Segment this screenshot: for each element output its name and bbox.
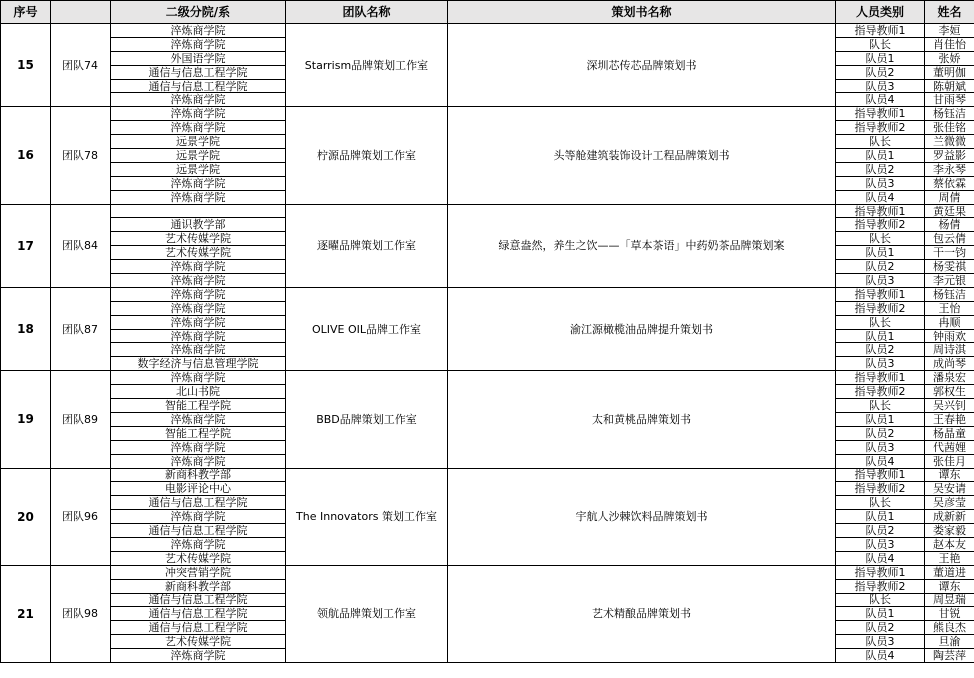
role-cell[interactable]: 指导教师1 <box>836 468 925 482</box>
member-name-cell[interactable]: 肖佳怡 <box>925 37 974 51</box>
member-name-cell[interactable]: 冉顺 <box>925 315 974 329</box>
college-cell[interactable]: 电影评论中心 <box>111 482 286 496</box>
group-seq-cell[interactable]: 21 <box>1 565 51 662</box>
role-cell[interactable]: 队员1 <box>836 607 925 621</box>
role-cell[interactable]: 队长 <box>836 399 925 413</box>
role-cell[interactable]: 队员2 <box>836 621 925 635</box>
member-name-cell[interactable]: 郭权生 <box>925 385 974 399</box>
member-name-cell[interactable]: 杨晶童 <box>925 426 974 440</box>
table-row <box>1 204 974 218</box>
member-name-cell[interactable]: 杨钰洁 <box>925 287 974 301</box>
college-cell[interactable]: 外国语学院 <box>111 51 286 65</box>
role-cell[interactable]: 队员4 <box>836 454 925 468</box>
header-row <box>1 1 974 24</box>
college-cell[interactable]: 通信与信息工程学院 <box>111 65 286 79</box>
role-cell[interactable]: 队员3 <box>836 635 925 649</box>
member-name-cell[interactable]: 甘雨琴 <box>925 93 974 107</box>
college-cell[interactable]: 淬炼商学院 <box>111 93 286 107</box>
college-cell[interactable]: 淬炼商学院 <box>111 454 286 468</box>
role-cell[interactable]: 队长 <box>836 315 925 329</box>
group-team-cell[interactable]: 团队89 <box>51 371 111 468</box>
header-seq[interactable]: 序号 <box>1 1 51 24</box>
role-cell[interactable]: 队员4 <box>836 551 925 565</box>
group-team-cell[interactable]: 团队78 <box>51 107 111 204</box>
table-row <box>1 287 974 301</box>
plan-name-cell[interactable]: 绿意盎然，养生之饮——「草本茶语」中药奶茶品牌策划案 <box>448 204 836 287</box>
college-cell[interactable]: 通信与信息工程学院 <box>111 79 286 93</box>
college-cell[interactable]: 淬炼商学院 <box>111 260 286 274</box>
college-cell[interactable]: 淬炼商学院 <box>111 371 286 385</box>
role-cell[interactable]: 队员1 <box>836 412 925 426</box>
member-name-cell[interactable]: 干一钧 <box>925 246 974 260</box>
team-name-cell[interactable]: The Innovators 策划工作室 <box>286 468 448 565</box>
table-row <box>1 468 974 482</box>
role-cell[interactable]: 队员3 <box>836 274 925 288</box>
college-cell[interactable]: 北山书院 <box>111 385 286 399</box>
member-name-cell[interactable]: 李元银 <box>925 274 974 288</box>
member-name-cell[interactable]: 罗益影 <box>925 149 974 163</box>
role-cell[interactable]: 队员1 <box>836 149 925 163</box>
member-name-cell[interactable]: 张佳月 <box>925 454 974 468</box>
college-cell[interactable]: 艺术传媒学院 <box>111 246 286 260</box>
role-cell[interactable]: 指导教师2 <box>836 579 925 593</box>
college-cell[interactable]: 淬炼商学院 <box>111 274 286 288</box>
role-cell[interactable]: 队员1 <box>836 246 925 260</box>
group-seq-cell[interactable]: 15 <box>1 24 51 107</box>
header-college[interactable]: 二级分院/系 <box>111 1 286 24</box>
member-name-cell[interactable]: 成新新 <box>925 510 974 524</box>
header-team-name[interactable]: 团队名称 <box>286 1 448 24</box>
header-role[interactable]: 人员类别 <box>836 1 925 24</box>
role-cell[interactable]: 队员2 <box>836 65 925 79</box>
member-name-cell[interactable]: 吴兴钊 <box>925 399 974 413</box>
college-cell[interactable]: 淬炼商学院 <box>111 287 286 301</box>
role-cell[interactable]: 队员4 <box>836 649 925 663</box>
plan-name-cell[interactable]: 深圳芯传芯品牌策划书 <box>448 24 836 107</box>
table-row <box>1 107 974 121</box>
college-cell[interactable]: 淬炼商学院 <box>111 649 286 663</box>
member-name-cell[interactable]: 周昱瑞 <box>925 593 974 607</box>
member-name-cell[interactable]: 甘锐 <box>925 607 974 621</box>
college-cell[interactable]: 淬炼商学院 <box>111 301 286 315</box>
member-name-cell[interactable]: 王艳 <box>925 551 974 565</box>
member-name-cell[interactable]: 熊良杰 <box>925 621 974 635</box>
role-cell[interactable]: 队长 <box>836 37 925 51</box>
team-name-cell[interactable]: 逐曜品牌策划工作室 <box>286 204 448 287</box>
role-cell[interactable]: 队员3 <box>836 537 925 551</box>
college-cell[interactable]: 淬炼商学院 <box>111 24 286 38</box>
role-cell[interactable]: 指导教师2 <box>836 121 925 135</box>
team-name-cell[interactable]: BBD品牌策划工作室 <box>286 371 448 468</box>
role-cell[interactable]: 队员2 <box>836 426 925 440</box>
member-name-cell[interactable]: 谭东 <box>925 468 974 482</box>
college-cell[interactable]: 淬炼商学院 <box>111 176 286 190</box>
role-cell[interactable]: 队长 <box>836 135 925 149</box>
role-cell[interactable]: 队员2 <box>836 260 925 274</box>
college-cell[interactable]: 通识教学部 <box>111 218 286 232</box>
college-cell[interactable]: 通信与信息工程学院 <box>111 607 286 621</box>
header-blank[interactable] <box>51 1 111 24</box>
college-cell[interactable]: 智能工程学院 <box>111 426 286 440</box>
team-name-cell[interactable]: OLIVE OIL品牌工作室 <box>286 287 448 370</box>
group-seq-cell[interactable]: 18 <box>1 287 51 370</box>
college-cell[interactable]: 通信与信息工程学院 <box>111 593 286 607</box>
role-cell[interactable]: 队员4 <box>836 190 925 204</box>
member-name-cell[interactable]: 蔡依霖 <box>925 176 974 190</box>
member-name-cell[interactable]: 潘泉宏 <box>925 371 974 385</box>
header-name[interactable]: 姓名 <box>925 1 974 24</box>
plan-name-cell[interactable]: 头等舱建筑装饰设计工程品牌策划书 <box>448 107 836 204</box>
group-team-cell[interactable]: 团队98 <box>51 565 111 662</box>
member-name-cell[interactable]: 兰微微 <box>925 135 974 149</box>
college-cell[interactable]: 艺术传媒学院 <box>111 551 286 565</box>
role-cell[interactable]: 队员3 <box>836 176 925 190</box>
college-cell[interactable]: 淬炼商学院 <box>111 190 286 204</box>
member-name-cell[interactable]: 张佳铭 <box>925 121 974 135</box>
member-name-cell[interactable]: 王春艳 <box>925 412 974 426</box>
member-name-cell[interactable]: 旦渝 <box>925 635 974 649</box>
role-cell[interactable]: 指导教师2 <box>836 301 925 315</box>
college-cell[interactable]: 淬炼商学院 <box>111 315 286 329</box>
college-cell[interactable]: 新商科教学部 <box>111 468 286 482</box>
role-cell[interactable]: 指导教师1 <box>836 107 925 121</box>
member-name-cell[interactable]: 成尚琴 <box>925 357 974 371</box>
member-name-cell[interactable]: 吴彦莹 <box>925 496 974 510</box>
group-team-cell[interactable]: 团队74 <box>51 24 111 107</box>
member-name-cell[interactable]: 娄家毅 <box>925 524 974 538</box>
role-cell[interactable]: 指导教师1 <box>836 287 925 301</box>
college-cell[interactable]: 数字经济与信息管理学院 <box>111 357 286 371</box>
role-cell[interactable]: 指导教师2 <box>836 482 925 496</box>
college-cell[interactable]: 淬炼商学院 <box>111 107 286 121</box>
role-cell[interactable]: 队员2 <box>836 524 925 538</box>
college-cell[interactable]: 通信与信息工程学院 <box>111 496 286 510</box>
group-seq-cell[interactable]: 16 <box>1 107 51 204</box>
college-cell[interactable]: 新商科教学部 <box>111 579 286 593</box>
member-name-cell[interactable]: 杨雯祺 <box>925 260 974 274</box>
member-name-cell[interactable]: 代茜娌 <box>925 440 974 454</box>
team-name-cell[interactable]: 领航品牌策划工作室 <box>286 565 448 662</box>
member-name-cell[interactable]: 陶芸萍 <box>925 649 974 663</box>
plan-name-cell[interactable]: 艺术精酿品牌策划书 <box>448 565 836 662</box>
plan-name-cell[interactable]: 太和黄桃品牌策划书 <box>448 371 836 468</box>
member-name-cell[interactable]: 周倩 <box>925 190 974 204</box>
group-team-cell[interactable]: 团队96 <box>51 468 111 565</box>
college-cell[interactable]: 艺术传媒学院 <box>111 635 286 649</box>
role-cell[interactable]: 队长 <box>836 593 925 607</box>
role-cell[interactable]: 队员3 <box>836 440 925 454</box>
group-seq-cell[interactable]: 17 <box>1 204 51 287</box>
member-name-cell[interactable]: 谭东 <box>925 579 974 593</box>
college-cell[interactable]: 淬炼商学院 <box>111 440 286 454</box>
member-name-cell[interactable]: 李永琴 <box>925 162 974 176</box>
member-name-cell[interactable]: 李姮 <box>925 24 974 38</box>
role-cell[interactable]: 队员1 <box>836 51 925 65</box>
role-cell[interactable]: 队员2 <box>836 162 925 176</box>
college-cell[interactable]: 远景学院 <box>111 162 286 176</box>
group-seq-cell[interactable]: 19 <box>1 371 51 468</box>
member-name-cell[interactable]: 张娇 <box>925 51 974 65</box>
member-name-cell[interactable]: 赵本友 <box>925 537 974 551</box>
role-cell[interactable]: 指导教师1 <box>836 565 925 579</box>
plan-name-cell[interactable]: 渝江源橄榄油品牌提升策划书 <box>448 287 836 370</box>
member-name-cell[interactable]: 董道进 <box>925 565 974 579</box>
college-cell[interactable]: 远景学院 <box>111 149 286 163</box>
table-row <box>1 24 974 38</box>
college-cell[interactable]: 淬炼商学院 <box>111 329 286 343</box>
college-cell[interactable]: 淬炼商学院 <box>111 412 286 426</box>
plan-name-cell[interactable]: 宇航人沙棘饮料品牌策划书 <box>448 468 836 565</box>
table-body <box>1 24 974 663</box>
member-name-cell[interactable]: 杨倩 <box>925 218 974 232</box>
group-team-cell[interactable]: 团队87 <box>51 287 111 370</box>
college-cell[interactable]: 淬炼商学院 <box>111 37 286 51</box>
member-name-cell[interactable]: 董明伽 <box>925 65 974 79</box>
member-name-cell[interactable]: 王怡 <box>925 301 974 315</box>
role-cell[interactable]: 队长 <box>836 232 925 246</box>
college-cell[interactable]: 淬炼商学院 <box>111 510 286 524</box>
college-cell[interactable]: 艺术传媒学院 <box>111 232 286 246</box>
member-name-cell[interactable]: 吴安请 <box>925 482 974 496</box>
role-cell[interactable]: 指导教师1 <box>836 24 925 38</box>
member-name-cell[interactable]: 杨钰洁 <box>925 107 974 121</box>
role-cell[interactable]: 队长 <box>836 496 925 510</box>
role-cell[interactable]: 队员1 <box>836 510 925 524</box>
role-cell[interactable]: 指导教师2 <box>836 218 925 232</box>
team-name-cell[interactable]: 柠源品牌策划工作室 <box>286 107 448 204</box>
member-name-cell[interactable]: 包云倩 <box>925 232 974 246</box>
college-cell[interactable]: 淬炼商学院 <box>111 121 286 135</box>
role-cell[interactable]: 指导教师1 <box>836 204 925 218</box>
role-cell[interactable]: 队员1 <box>836 329 925 343</box>
member-name-cell[interactable]: 黄廷果 <box>925 204 974 218</box>
team-name-cell[interactable]: Starrism品牌策划工作室 <box>286 24 448 107</box>
member-name-cell[interactable]: 钟雨欢 <box>925 329 974 343</box>
college-cell[interactable]: 通信与信息工程学院 <box>111 621 286 635</box>
role-cell[interactable]: 队员3 <box>836 357 925 371</box>
college-cell[interactable]: 远景学院 <box>111 135 286 149</box>
role-cell[interactable]: 队员4 <box>836 93 925 107</box>
role-cell[interactable]: 指导教师1 <box>836 371 925 385</box>
college-cell[interactable]: 智能工程学院 <box>111 399 286 413</box>
college-cell[interactable]: 淬炼商学院 <box>111 537 286 551</box>
college-cell[interactable]: 淬炼商学院 <box>111 343 286 357</box>
table-row <box>1 371 974 385</box>
role-cell[interactable]: 队员3 <box>836 79 925 93</box>
role-cell[interactable]: 指导教师2 <box>836 385 925 399</box>
group-seq-cell[interactable]: 20 <box>1 468 51 565</box>
college-cell[interactable] <box>111 204 286 218</box>
header-plan[interactable]: 策划书名称 <box>448 1 836 24</box>
table-row <box>1 565 974 579</box>
college-cell[interactable]: 冲突营销学院 <box>111 565 286 579</box>
college-cell[interactable]: 通信与信息工程学院 <box>111 524 286 538</box>
member-name-cell[interactable]: 陈朝斌 <box>925 79 974 93</box>
group-team-cell[interactable]: 团队84 <box>51 204 111 287</box>
member-name-cell[interactable]: 周诗淇 <box>925 343 974 357</box>
role-cell[interactable]: 队员2 <box>836 343 925 357</box>
